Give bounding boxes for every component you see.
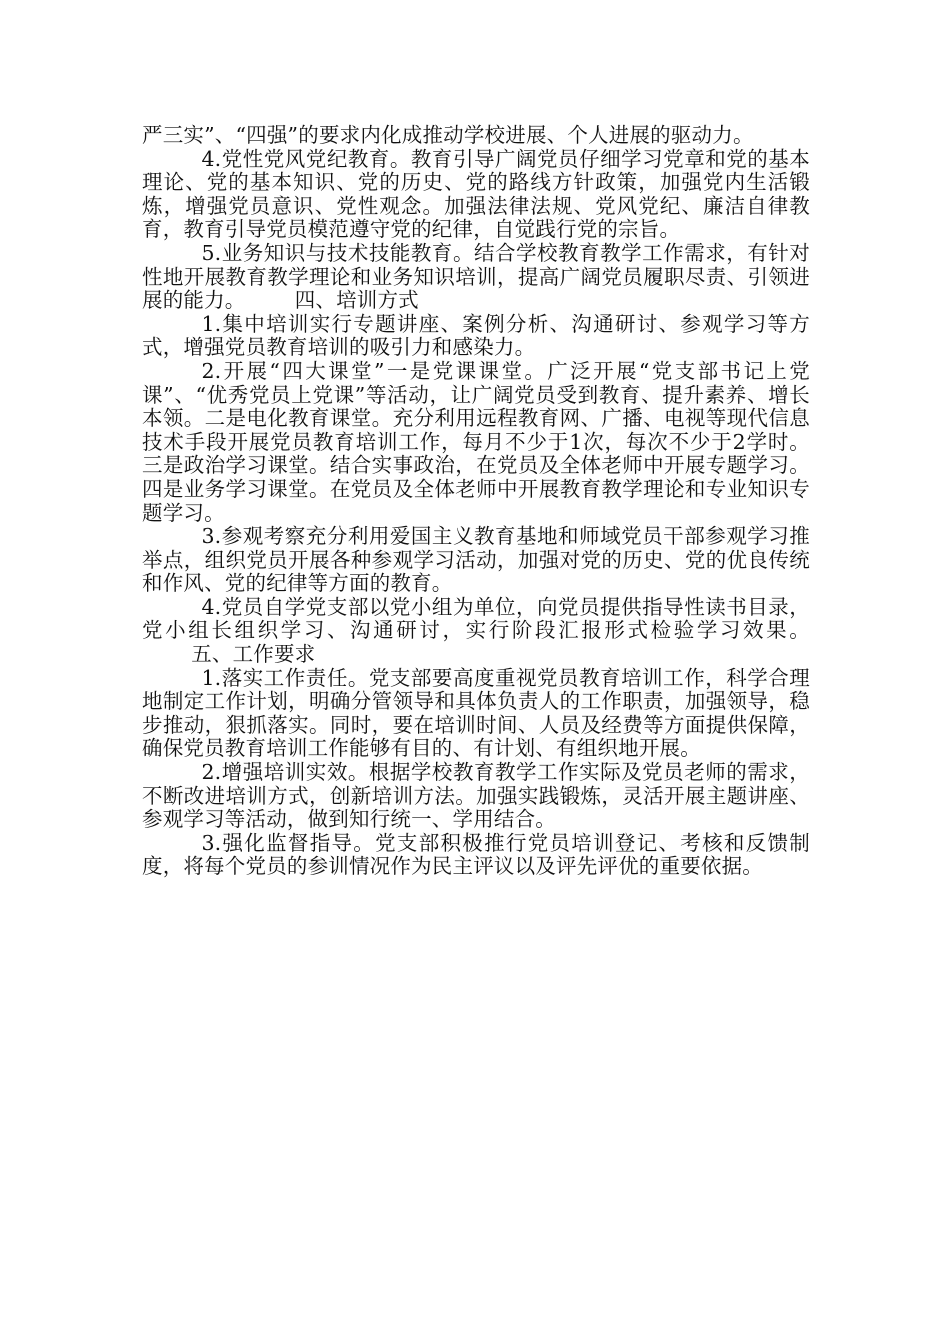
paragraph-text: 3.参观考察充分利用爱国主义教育基地和师域党员干部参观学习推举点，组织党员开展各种参观学习活动，加强对党的历史、党的优良传统和作风、党的纪律等方面的教育。 (142, 524, 810, 596)
section-heading-training-methods: 四、培训方式 (294, 288, 419, 313)
paragraph-text: 1.落实工作责任。党支部要高度重视党员教育培训工作，科学合理地制定工作计划，明确分管领导和具体负责人的工作职责，加强领导，稳步推动，狠抓落实。同时，要在培训时间、人员及经费等方面提供保障，确保党员教育培训工作能够有目的、有计划、有组织地开展。 (142, 665, 810, 761)
paragraph-text: 5.业务知识与技术技能教育。结合学校教育教学工作需求，有针对性地开展教育教学理论和业务知识培训，提高广阔党员履职尽责、引领进展的能力。 (142, 240, 810, 313)
paragraph-text: 4.党性党风党纪教育。教育引导广阔党员仔细学习党章和党的基本理论、党的基本知识、党的历史、党的路线方针政策，加强党内生活锻炼，增强党员意识、党性观念。加强法律法规、党风党纪、廉洁自律教育，教育引导党员模范遵守党的纪律，自觉践行党的宗旨。 (142, 146, 810, 242)
paragraph-text: 严三实”、“四强”的要求内化成推动学校进展、个人进展的驱动力。 (142, 123, 754, 147)
document-body (142, 124, 810, 879)
paragraph-text: 4.党员自学党支部以党小组为单位，向党员提供指导性读书目录，党小组长组织学习、沟通研讨，实行阶段汇报形式检验学习效果。 (142, 594, 810, 643)
paragraph-self-study (142, 596, 810, 667)
paragraph-text: 2.开展“四大课堂”一是党课课堂。广泛开展“党支部书记上党课”、“优秀党员上党课”等活动，让广阔党员受到教育、提升素养、增长本领。二是电化教育课堂。充分利用远程教育网、广播、电视等现代信息技术手段开展党员教育培训工作，每月不少于1次，每次不少于2学时。三是政治学习课堂。结合实事政治，在党员及全体老师中开展专题学习。四是业务学习课堂。在党员及全体老师中开展教育教学理论和专业知识专题学习。 (142, 358, 810, 525)
paragraph-text: 2.增强培训实效。根据学校教育教学工作实际及党员老师的需求，不断改进培训方式，创新培训方法。加强实践锻炼，灵活开展主题讲座、参观学习等活动，做到知行统一、学用结合。 (142, 760, 810, 832)
paragraph-site-visits (142, 525, 810, 596)
paragraph-party-discipline-education (142, 148, 810, 242)
section-heading-work-requirements: 五、工作要求 (191, 642, 316, 667)
paragraph-centralized-training (142, 313, 810, 360)
paragraph-intro-continuation (142, 124, 810, 148)
paragraph-text: 1.集中培训实行专题讲座、案例分析、沟通研讨、参观学习等方式，增强党员教育培训的吸引力和感染力。 (142, 311, 810, 360)
paragraph-training-effectiveness (142, 761, 810, 832)
paragraph-responsibility (142, 667, 810, 761)
paragraph-four-classrooms (142, 360, 810, 525)
paragraph-text: 3.强化监督指导。党支部积极推行党员培训登记、考核和反馈制度，将每个党员的参训情况作为民主评议以及评先评优的重要依据。 (142, 830, 810, 879)
paragraph-business-skills-education (142, 242, 810, 313)
paragraph-supervision (142, 832, 810, 879)
